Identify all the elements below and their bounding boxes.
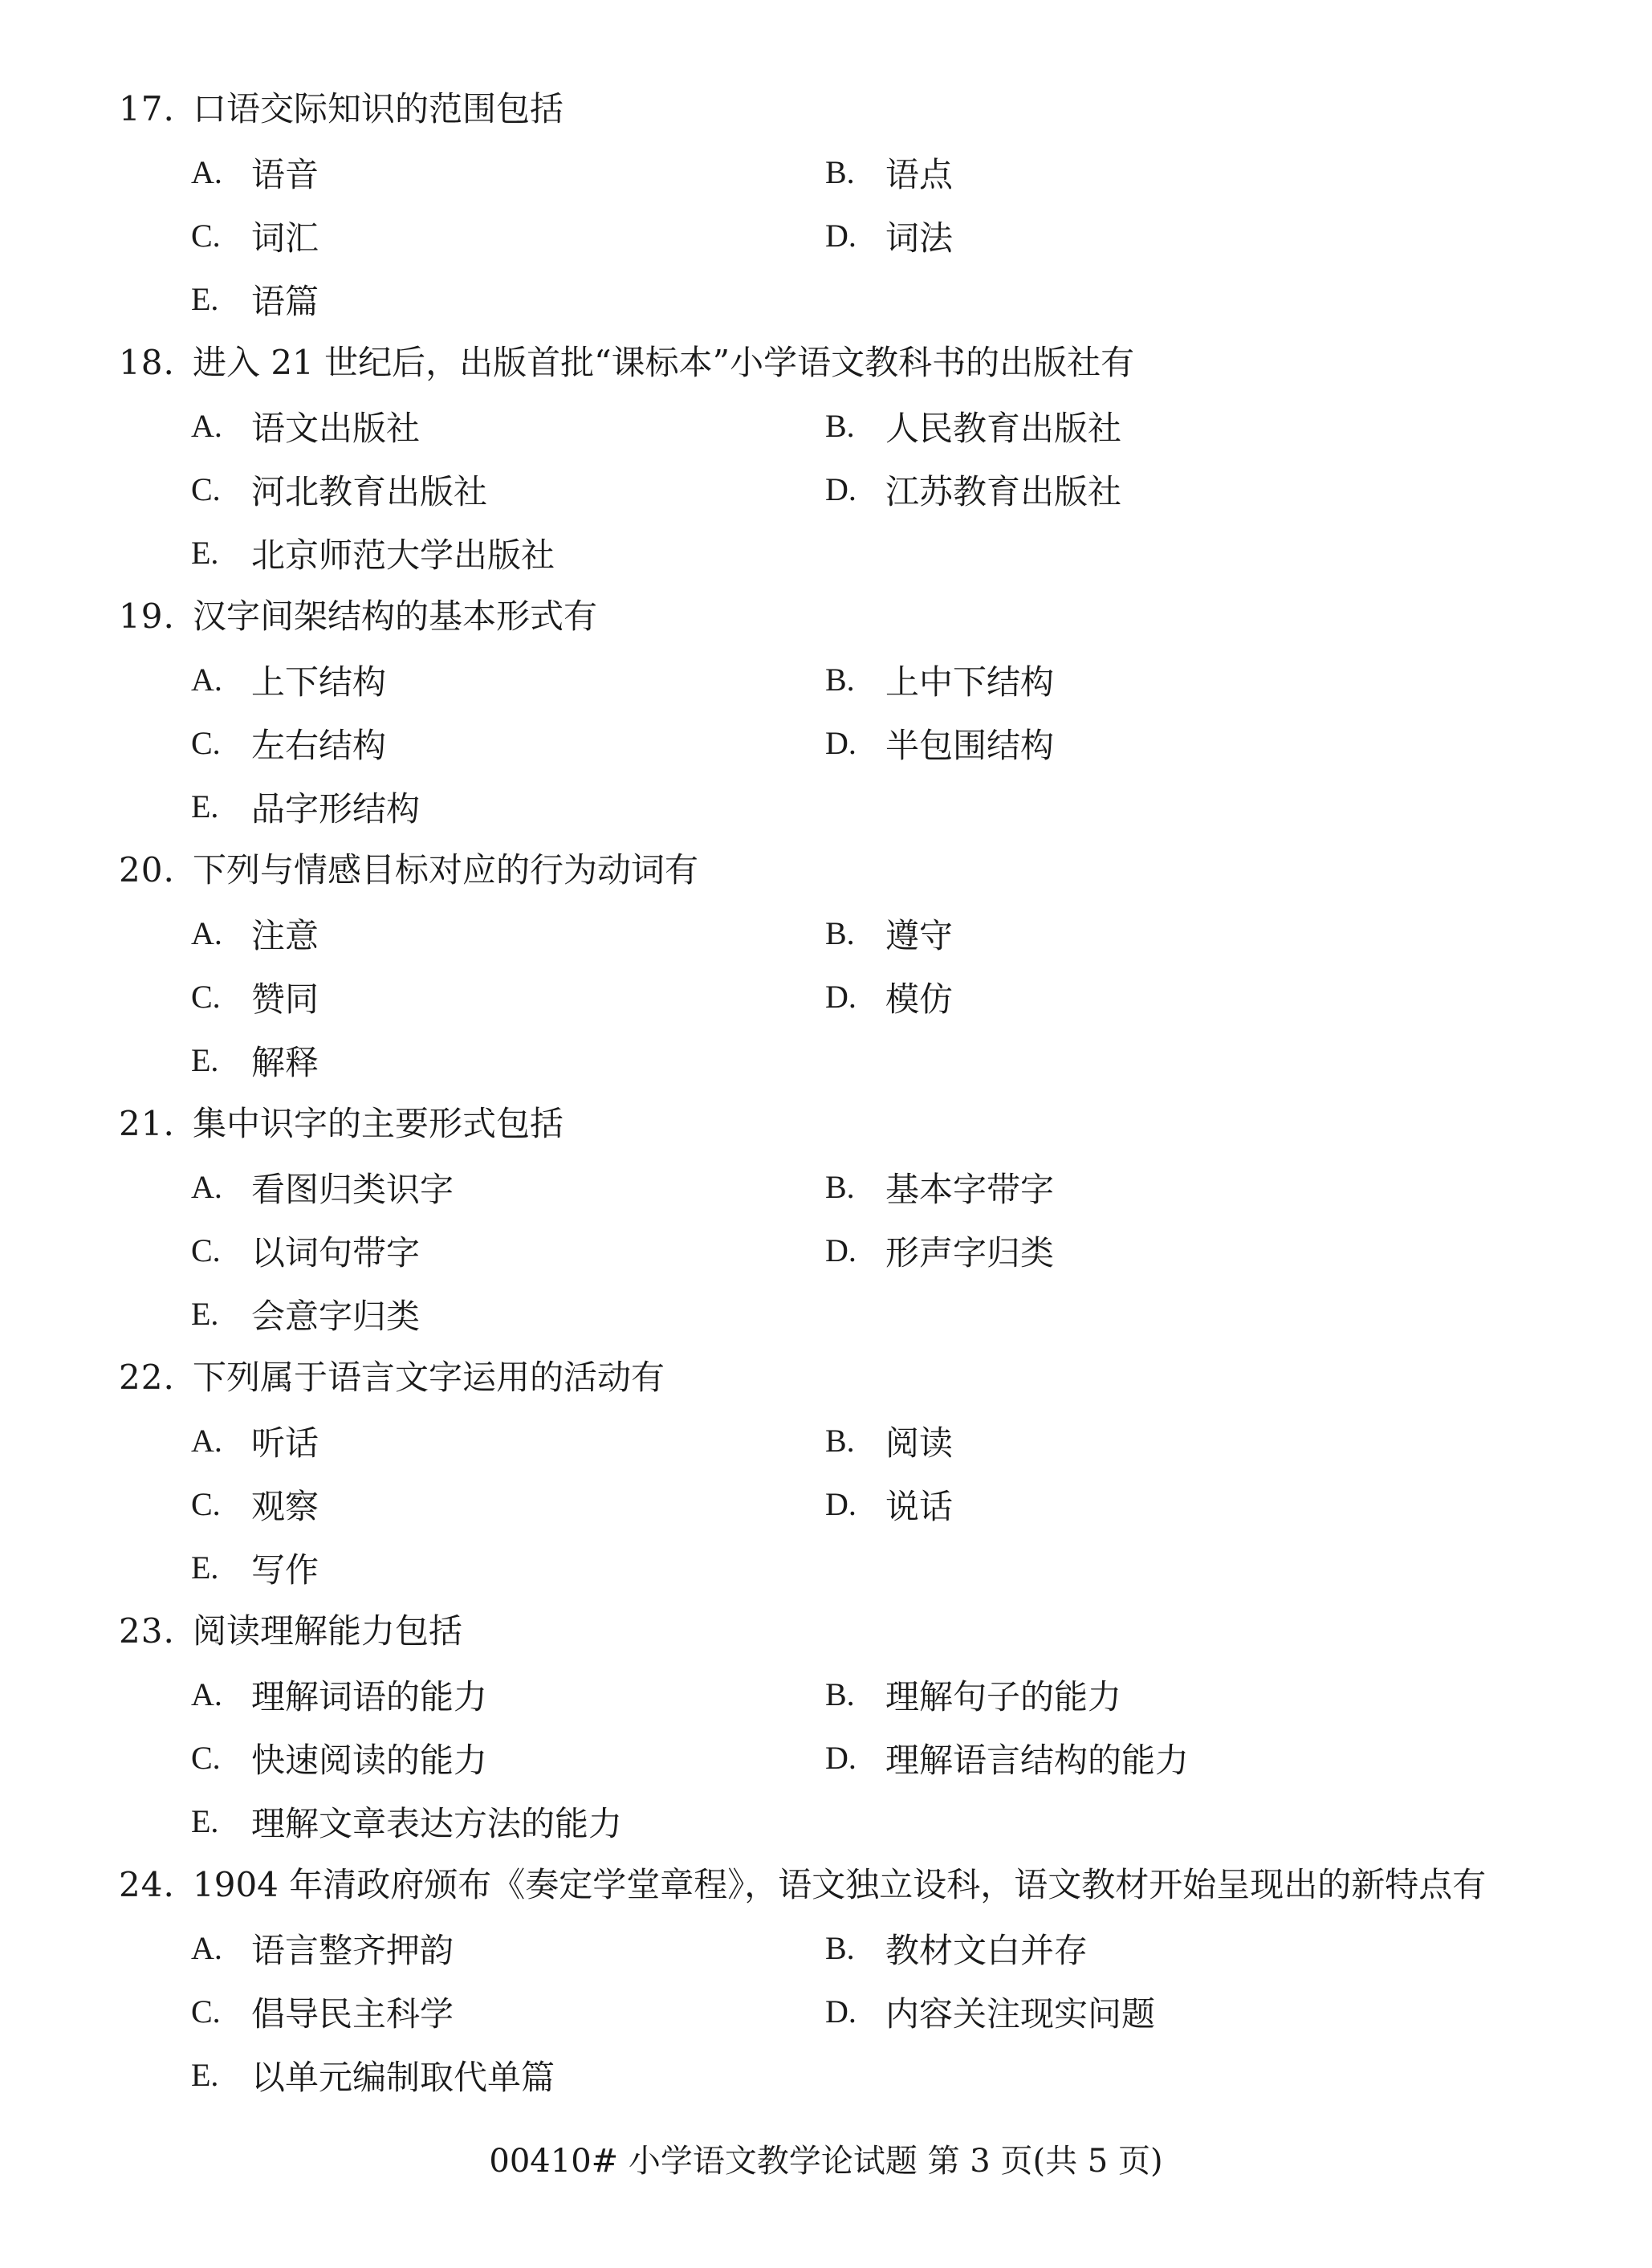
question-stem — [119, 1346, 1612, 1409]
question-number: 18. — [119, 343, 175, 382]
option-text: 看图归类识字 — [251, 1169, 454, 1209]
question-21 — [119, 1092, 1612, 1346]
option-a — [191, 1409, 319, 1472]
option-text: 内容关注现实问题 — [885, 1993, 1156, 2034]
option-a — [191, 648, 386, 711]
option-text: 理解句子的能力 — [885, 1676, 1122, 1716]
option-a — [191, 902, 319, 965]
question-text: 阅读理解能力包括 — [193, 1611, 463, 1651]
question-number: 17. — [119, 89, 175, 128]
option-text: 北京师范大学出版社 — [251, 535, 555, 575]
option-letter: D. — [825, 218, 857, 254]
option-text: 半包围结构 — [885, 725, 1055, 765]
option-letter: E. — [191, 1549, 219, 1586]
option-letter: B. — [825, 1169, 855, 1205]
question-text: 下列与情感目标对应的行为动词有 — [193, 850, 699, 890]
option-b — [825, 1409, 953, 1472]
option-e — [191, 267, 319, 331]
option-c — [191, 458, 487, 521]
option-text: 倡导民主科学 — [251, 1993, 454, 2034]
option-letter: E. — [191, 1296, 219, 1332]
option-letter: A. — [191, 1930, 222, 1966]
option-letter: D. — [825, 471, 857, 507]
option-text: 理解词语的能力 — [251, 1676, 488, 1716]
question-number: 21. — [119, 1104, 175, 1143]
option-text: 基本字带字 — [885, 1169, 1055, 1209]
option-letter: A. — [191, 154, 222, 190]
option-e — [191, 1790, 622, 1853]
option-text: 左右结构 — [251, 725, 387, 765]
option-text: 说话 — [885, 1486, 954, 1526]
option-list — [119, 902, 1612, 1092]
question-18 — [119, 331, 1612, 584]
option-d — [825, 458, 1121, 521]
option-letter: D. — [825, 1486, 857, 1522]
question-number: 23. — [119, 1611, 175, 1651]
option-b — [825, 902, 953, 965]
option-b — [825, 1916, 1088, 1980]
option-b — [825, 1155, 1054, 1219]
question-stem — [119, 584, 1612, 648]
option-c — [191, 711, 386, 775]
question-stem — [119, 331, 1612, 394]
option-text: 形声字归类 — [885, 1232, 1055, 1272]
option-b — [825, 394, 1121, 458]
option-letter: A. — [191, 662, 222, 698]
option-letter: C. — [191, 1232, 221, 1268]
option-letter: A. — [191, 1423, 222, 1459]
option-letter: B. — [825, 662, 855, 698]
option-text: 上中下结构 — [885, 662, 1055, 702]
question-stem — [119, 1599, 1612, 1663]
question-20 — [119, 838, 1612, 1092]
option-letter: A. — [191, 915, 222, 951]
option-letter: C. — [191, 979, 221, 1015]
question-17 — [119, 77, 1612, 331]
option-text: 写作 — [251, 1549, 319, 1590]
question-text: 集中识字的主要形式包括 — [193, 1104, 564, 1143]
option-a — [191, 1916, 454, 1980]
option-text: 赞同 — [251, 979, 319, 1019]
question-22 — [119, 1346, 1612, 1599]
option-d — [825, 1219, 1054, 1282]
option-letter: A. — [191, 408, 222, 444]
option-text: 语点 — [885, 154, 954, 194]
question-number: 20. — [119, 850, 175, 890]
option-text: 理解语言结构的能力 — [885, 1740, 1190, 1780]
option-text: 教材文白并存 — [885, 1930, 1088, 1970]
option-list — [119, 1663, 1612, 1853]
option-text: 以词句带字 — [251, 1232, 421, 1272]
option-d — [825, 204, 953, 267]
option-text: 语音 — [251, 154, 319, 194]
option-letter: C. — [191, 725, 221, 761]
question-text: 口语交际知识的范围包括 — [193, 89, 564, 128]
option-text: 模仿 — [885, 979, 954, 1019]
option-b — [825, 1663, 1121, 1726]
question-19 — [119, 584, 1612, 838]
option-letter: E. — [191, 535, 219, 571]
option-letter: D. — [825, 1740, 857, 1776]
option-text: 会意字归类 — [251, 1296, 421, 1336]
option-letter: E. — [191, 281, 219, 317]
question-number: 19. — [119, 597, 175, 636]
option-d — [825, 1980, 1155, 2043]
option-text: 上下结构 — [251, 662, 387, 702]
option-a — [191, 394, 420, 458]
option-text: 词法 — [885, 218, 954, 258]
option-text: 语言整齐押韵 — [251, 1930, 454, 1970]
option-letter: B. — [825, 154, 855, 190]
option-letter: C. — [191, 471, 221, 507]
option-c — [191, 965, 319, 1028]
option-text: 注意 — [251, 915, 319, 955]
option-e — [191, 1536, 319, 1599]
option-letter: C. — [191, 1486, 221, 1522]
question-text: 进入 21 世纪后，出版首批“课标本”小学语文教科书的出版社有 — [193, 343, 1135, 382]
option-list — [119, 1409, 1612, 1599]
option-letter: B. — [825, 1423, 855, 1459]
question-stem — [119, 77, 1612, 140]
question-stem — [119, 1853, 1612, 1916]
option-list — [119, 394, 1612, 584]
option-text: 解释 — [251, 1042, 319, 1082]
option-d — [825, 965, 953, 1028]
option-text: 听话 — [251, 1423, 319, 1463]
question-24 — [119, 1853, 1612, 2107]
option-list — [119, 1155, 1612, 1346]
question-number: 24. — [119, 1865, 175, 1904]
option-letter: B. — [825, 1930, 855, 1966]
question-stem — [119, 838, 1612, 902]
option-text: 江苏教育出版社 — [885, 471, 1122, 511]
question-number: 22. — [119, 1358, 175, 1397]
option-letter: D. — [825, 979, 857, 1015]
option-text: 人民教育出版社 — [885, 408, 1122, 448]
option-e — [191, 1028, 319, 1092]
option-d — [825, 1726, 1189, 1790]
option-text: 语文出版社 — [251, 408, 421, 448]
option-text: 快速阅读的能力 — [251, 1740, 488, 1780]
option-text: 理解文章表达方法的能力 — [251, 1803, 623, 1843]
option-a — [191, 140, 319, 204]
option-text: 遵守 — [885, 915, 954, 955]
option-letter: E. — [191, 1803, 219, 1839]
option-c — [191, 1726, 487, 1790]
option-b — [825, 648, 1054, 711]
option-text: 词汇 — [251, 218, 319, 258]
option-c — [191, 1980, 454, 2043]
option-text: 以单元编制取代单篇 — [251, 2057, 555, 2097]
option-letter: C. — [191, 1993, 221, 2030]
option-a — [191, 1155, 454, 1219]
option-letter: E. — [191, 2057, 219, 2093]
option-letter: B. — [825, 408, 855, 444]
option-text: 品字形结构 — [251, 788, 421, 829]
question-23 — [119, 1599, 1612, 1853]
option-e — [191, 1282, 420, 1346]
option-text: 河北教育出版社 — [251, 471, 488, 511]
option-e — [191, 2043, 555, 2107]
option-text: 阅读 — [885, 1423, 954, 1463]
option-text: 语篇 — [251, 281, 319, 321]
question-text: 下列属于语言文字运用的活动有 — [193, 1358, 665, 1397]
option-letter: A. — [191, 1676, 222, 1712]
option-e — [191, 775, 420, 838]
option-c — [191, 1219, 420, 1282]
option-letter: B. — [825, 1676, 855, 1712]
option-d — [825, 711, 1054, 775]
option-text: 观察 — [251, 1486, 319, 1526]
page-footer: 00410# 小学语文教学论试题 第 3 页(共 5 页) — [489, 2143, 1163, 2180]
option-c — [191, 204, 319, 267]
option-a — [191, 1663, 487, 1726]
option-letter: E. — [191, 1042, 219, 1078]
option-letter: A. — [191, 1169, 222, 1205]
option-list — [119, 140, 1612, 331]
option-letter: C. — [191, 1740, 221, 1776]
option-list — [119, 648, 1612, 838]
option-c — [191, 1472, 319, 1536]
option-letter: D. — [825, 1232, 857, 1268]
option-e — [191, 521, 555, 584]
option-b — [825, 140, 953, 204]
option-d — [825, 1472, 953, 1536]
option-letter: B. — [825, 915, 855, 951]
question-text: 汉字间架结构的基本形式有 — [193, 597, 598, 636]
option-letter: D. — [825, 1993, 857, 2030]
option-list — [119, 1916, 1612, 2107]
option-letter: C. — [191, 218, 221, 254]
question-stem — [119, 1092, 1612, 1155]
option-letter: D. — [825, 725, 857, 761]
option-letter: E. — [191, 788, 219, 825]
question-text: 1904 年清政府颁布《奏定学堂章程》，语文独立设科，语文教材开始呈现出的新特点有 — [193, 1865, 1487, 1904]
